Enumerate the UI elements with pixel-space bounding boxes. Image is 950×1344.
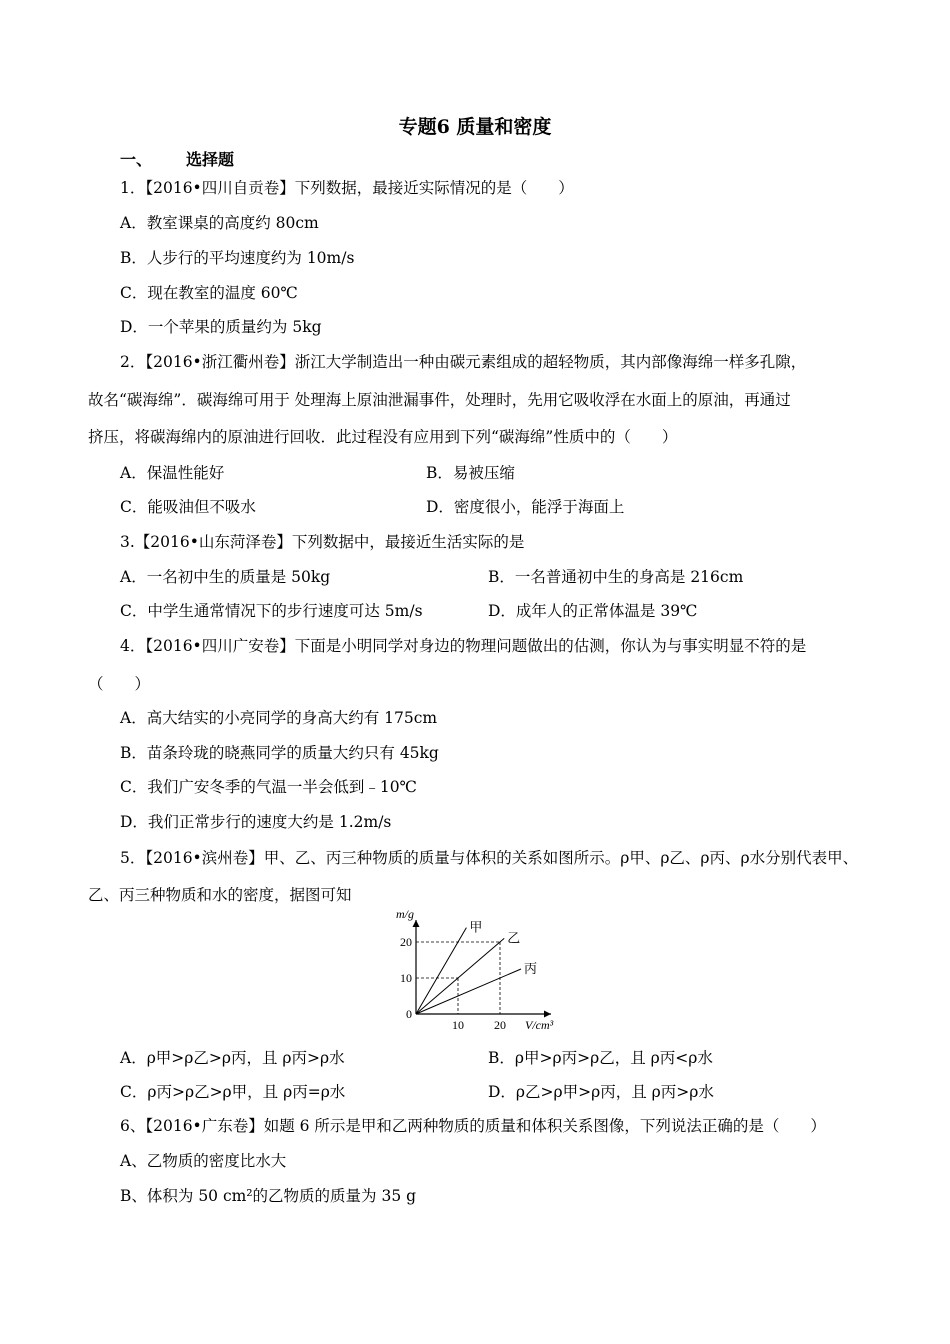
q3-option-c: C．中学生通常情况下的步行速度可达 5m/s [120, 602, 423, 620]
q3-option-d: D．成年人的正常体温是 39℃ [488, 602, 698, 620]
q4-option-a: A．高大结实的小亮同学的身高大约有 175cm [120, 709, 438, 727]
q5-option-c: C．ρ丙>ρ乙>ρ甲，且 ρ丙=ρ水 [120, 1083, 346, 1101]
series-line-丙 [416, 969, 521, 1014]
q2-option-c: C．能吸油但不吸水 [120, 498, 256, 516]
page-title: 专题6 质量和密度 [398, 116, 552, 138]
section-heading [120, 147, 234, 170]
q2-option-d: D．密度很小，能浮于海面上 [426, 498, 625, 516]
q4-stem-line2: （ ） [88, 675, 151, 693]
q3-stem: 3.【2016•山东菏泽卷】下列数据中，最接近生活实际的是 [120, 533, 525, 551]
q6-stem: 6、【2016•广东卷】如题 6 所示是甲和乙两种物质的质量和体积关系图像，下列说法正确的是（ ） [120, 1117, 826, 1135]
q4-option-b: B．苗条玲珑的晓燕同学的质量大约只有 45kg [120, 744, 439, 762]
q1-stem: 1．【2016•四川自贡卷】下列数据，最接近实际情况的是（ ） [120, 179, 574, 197]
mass-volume-chart [380, 907, 580, 1042]
q4-stem-line1: 4．【2016•四川广安卷】下面是小明同学对身边的物理问题做出的估测，你认为与事实明显不符的是 [120, 637, 807, 655]
q5-stem-line2: 乙、丙三种物质和水的密度，据图可知 [88, 886, 352, 904]
q4-option-c: C．我们广安冬季的气温一半会低到﹣10℃ [120, 778, 417, 796]
q4-option-d: D．我们正常步行的速度大约是 1.2m/s [120, 813, 392, 831]
q6-option-b: B、体积为 50 cm²的乙物质的质量为 35 g [120, 1187, 417, 1205]
q5-stem-line1: 5．【2016•滨州卷】甲、乙、丙三种物质的质量与体积的关系如图所示。ρ甲、ρ乙、ρ丙、ρ水分别代表甲、 [120, 849, 859, 867]
q5-option-b: B．ρ甲>ρ丙>ρ乙，且 ρ丙<ρ水 [488, 1049, 713, 1067]
q2-stem-line1: 2．【2016•浙江衢州卷】浙江大学制造出一种由碳元素组成的超轻物质，其内部像海绵一样多孔隙， [120, 353, 807, 371]
section-number: 一、 [120, 150, 153, 169]
q2-option-a: A．保温性能好 [120, 464, 225, 482]
q6-option-a: A、乙物质的密度比水大 [120, 1152, 287, 1170]
series-label-乙: 乙 [507, 930, 521, 946]
q1-option-b: B．人步行的平均速度约为 10m/s [120, 249, 355, 267]
y-axis-label: m/g [396, 907, 414, 921]
series-line-乙 [416, 938, 504, 1014]
q1-option-d: D．一个苹果的质量约为 5kg [120, 318, 322, 336]
y-tick-label: 10 [400, 971, 412, 985]
x-axis-label: V/cm³ [525, 1018, 554, 1032]
q5-option-a: A．ρ甲>ρ乙>ρ丙，且 ρ丙>ρ水 [120, 1049, 345, 1067]
series-line-甲 [416, 928, 466, 1014]
q3-option-b: B．一名普通初中生的身高是 216cm [488, 568, 744, 586]
section-label: 选择题 [186, 150, 235, 169]
q5-option-d: D．ρ乙>ρ甲>ρ丙，且 ρ丙>ρ水 [488, 1083, 714, 1101]
q1-option-c: C．现在教室的温度 60℃ [120, 284, 298, 302]
q1-option-a: A．教室课桌的高度约 80cm [120, 214, 319, 232]
y-tick-label: 0 [406, 1007, 412, 1021]
q2-stem-line3: 挤压，将碳海绵内的原油进行回收．此过程没有应用到下列“碳海绵”性质中的（ ） [88, 428, 678, 446]
series-label-丙: 丙 [524, 961, 538, 976]
y-tick-label: 20 [400, 935, 412, 949]
q3-option-a: A．一名初中生的质量是 50kg [120, 568, 331, 586]
x-tick-label: 10 [452, 1018, 464, 1032]
q2-stem-line2: 故名“碳海绵”．碳海绵可用于 处理海上原油泄漏事件，处理时，先用它吸收浮在水面上的原油，再通过 [88, 391, 791, 409]
x-tick-label: 20 [494, 1018, 506, 1032]
q2-option-b: B．易被压缩 [426, 464, 515, 482]
series-label-甲: 甲 [469, 919, 483, 935]
